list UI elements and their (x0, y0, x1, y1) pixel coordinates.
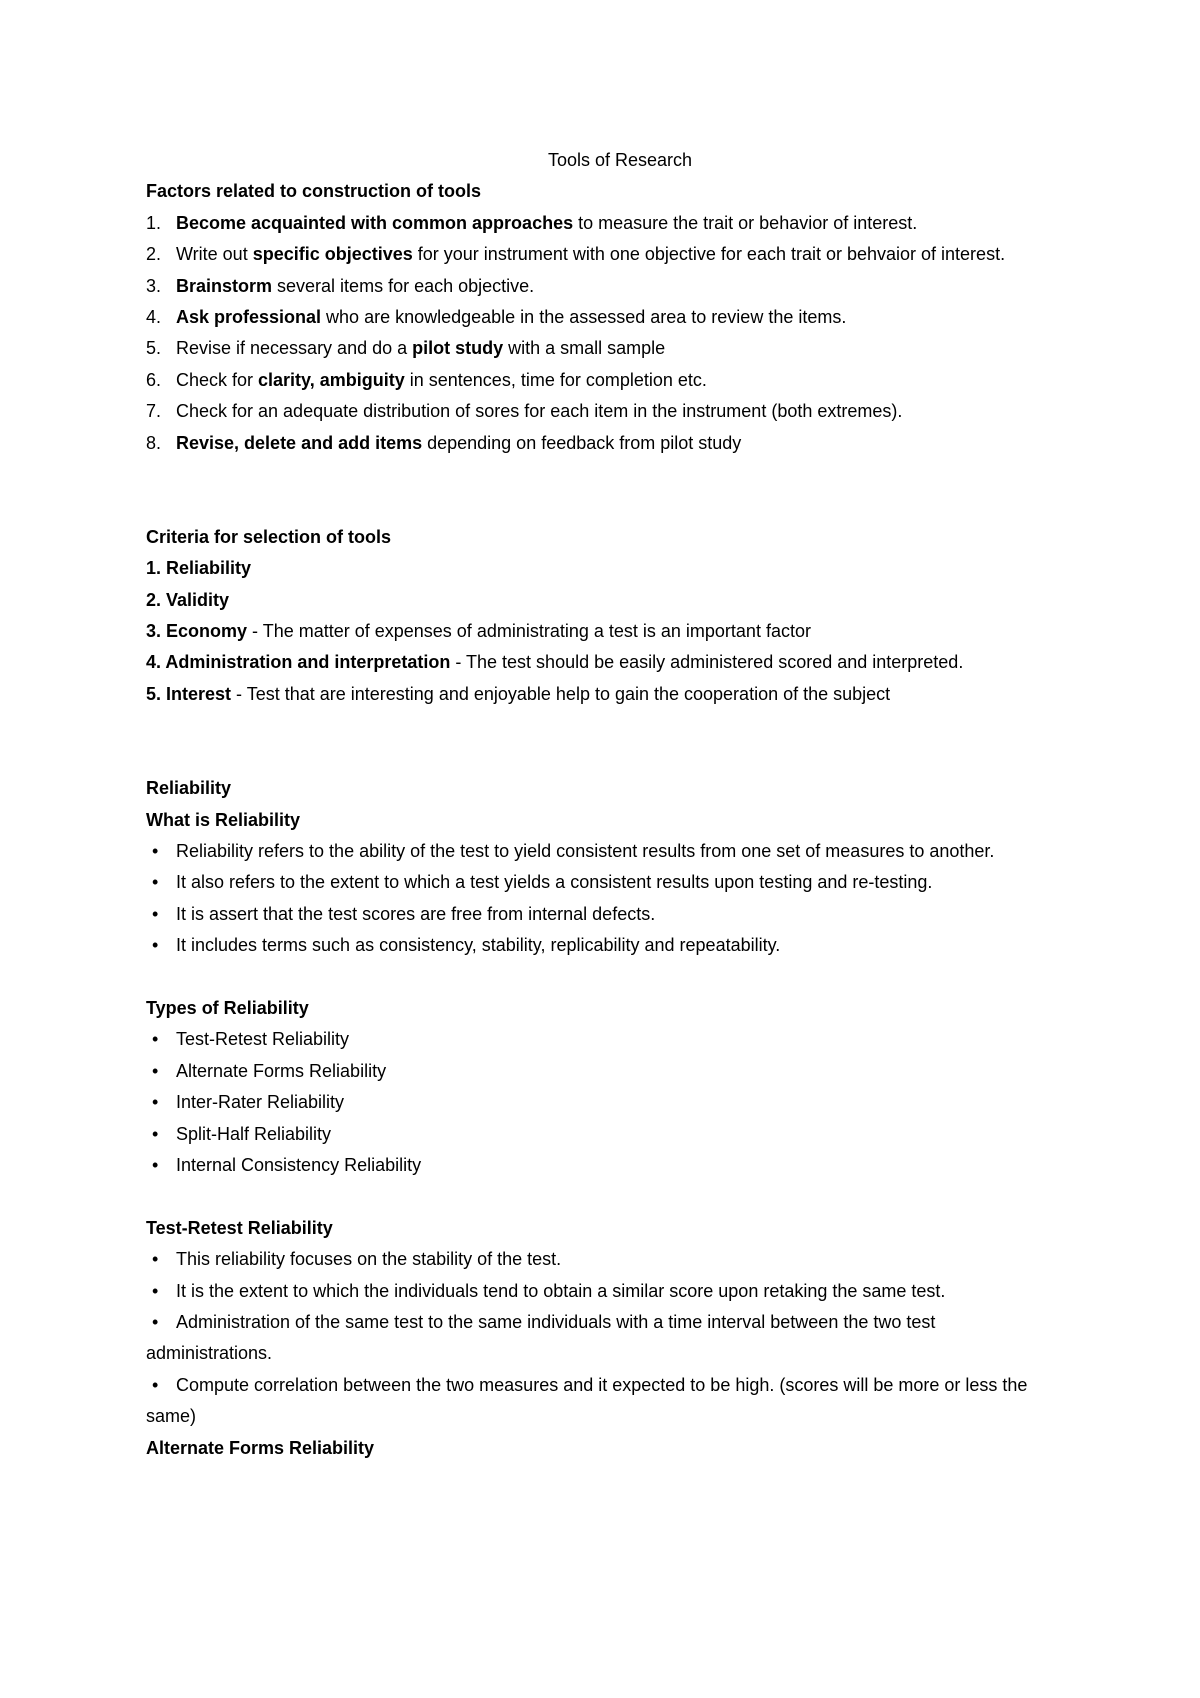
item-text: 3. Economy (146, 621, 248, 642)
item-number: 3. (146, 275, 162, 296)
list-item (146, 1370, 1066, 1433)
subheading-what-is-reliability: What is Reliability (146, 809, 301, 830)
list-item (146, 1119, 1066, 1150)
item-text: It is the extent to which the individuals tend to obtain a similar score upon retaking the same test. (176, 1280, 946, 1301)
bullet-icon: • (152, 1374, 159, 1395)
list-item (146, 396, 1066, 427)
item-text: 4. Administration and interpretation (146, 652, 451, 673)
bullet-icon: • (152, 1029, 159, 1050)
item-text: - The matter of expenses of administrating a test is an important factor (247, 621, 811, 642)
item-text: with a small sample (503, 338, 666, 359)
item-text: Revise, delete and add items (176, 432, 423, 453)
list-item (146, 647, 1066, 678)
list-item (146, 585, 1066, 616)
bullet-icon: • (152, 872, 159, 893)
list-item (146, 1150, 1066, 1181)
item-number: 6. (146, 369, 162, 390)
item-text: 1. Reliability (146, 558, 252, 579)
section-heading-construction: Factors related to construction of tools (146, 181, 482, 202)
bullet-icon: • (152, 1311, 159, 1332)
item-text: several items for each objective. (272, 275, 535, 296)
item-text: - The test should be easily administered scored and interpreted. (450, 652, 964, 673)
item-text: It is assert that the test scores are free from internal defects. (176, 903, 656, 924)
item-text: It also refers to the extent to which a test yields a consistent results upon testing and re-testing. (176, 872, 933, 893)
item-text: pilot study (412, 338, 504, 359)
list-item (146, 899, 1066, 930)
bullet-icon: • (152, 1092, 159, 1113)
item-text: Compute correlation between the two measures and it expected to be high. (scores will be more or less the same) (146, 1374, 1028, 1427)
reliability-definition-list (146, 836, 1066, 962)
list-item (146, 553, 1066, 584)
item-text: clarity, ambiguity (258, 369, 405, 390)
item-text: Write out (176, 244, 253, 265)
list-item (146, 333, 1066, 364)
list-item (146, 271, 1066, 302)
test-retest-list (146, 1244, 1066, 1432)
bullet-icon: • (152, 1123, 159, 1144)
section-heading-alternate-forms: Alternate Forms Reliability (146, 1437, 375, 1458)
list-item (146, 836, 1066, 867)
section-heading-test-retest: Test-Retest Reliability (146, 1217, 333, 1238)
selection-criteria-list (146, 553, 1066, 710)
bullet-icon: • (152, 903, 159, 924)
item-number: 1. (146, 212, 162, 233)
bullet-icon: • (152, 1280, 159, 1301)
item-text: Split-Half Reliability (176, 1123, 332, 1144)
list-item (146, 867, 1066, 898)
item-number: 7. (146, 401, 162, 422)
item-text: Internal Consistency Reliability (176, 1154, 422, 1175)
bullet-icon: • (152, 840, 159, 861)
list-item (146, 1276, 1066, 1307)
list-item (146, 302, 1066, 333)
list-item (146, 1307, 1066, 1370)
item-number: 4. (146, 307, 162, 328)
item-text: to measure the trait or behavior of interest. (573, 212, 918, 233)
list-item (146, 930, 1066, 961)
item-text: who are knowledgeable in the assessed area to review the items. (321, 307, 847, 328)
list-item (146, 679, 1066, 710)
item-text: Reliability refers to the ability of the test to yield consistent results from one set of measures to another. (176, 840, 995, 861)
construction-factors-list (146, 208, 1066, 459)
item-text: depending on feedback from pilot study (422, 432, 742, 453)
list-item (146, 208, 1066, 239)
section-heading-reliability: Reliability (146, 778, 232, 799)
item-text: Check for an adequate distribution of sores for each item in the instrument (both extremes). (176, 401, 903, 422)
section-heading-criteria: Criteria for selection of tools (146, 526, 392, 547)
item-text: specific objectives (252, 244, 413, 265)
bullet-icon: • (152, 1060, 159, 1081)
section-heading-types: Types of Reliability (146, 997, 309, 1018)
document-content (146, 145, 1066, 1464)
item-text: This reliability focuses on the stability of the test. (176, 1249, 562, 1270)
list-item (146, 1087, 1066, 1118)
bullet-icon: • (152, 935, 159, 956)
item-text: Become acquainted with common approaches (176, 212, 574, 233)
list-item (146, 1024, 1066, 1055)
reliability-types-list (146, 1024, 1066, 1181)
item-text: Alternate Forms Reliability (176, 1060, 387, 1081)
bullet-icon: • (152, 1154, 159, 1175)
item-text: Test-Retest Reliability (176, 1029, 350, 1050)
item-number: 2. (146, 244, 162, 265)
item-text: Ask professional (176, 307, 322, 328)
item-text: Brainstorm (176, 275, 273, 296)
bullet-icon: • (152, 1249, 159, 1270)
list-item (146, 616, 1066, 647)
item-number: 5. (146, 338, 162, 359)
item-text: Inter-Rater Reliability (176, 1092, 345, 1113)
item-text: Revise if necessary and do a (176, 338, 413, 359)
item-text: in sentences, time for completion etc. (404, 369, 707, 390)
item-text: Check for (176, 369, 259, 390)
item-text: Administration of the same test to the same individuals with a time interval between the two test administrations. (146, 1311, 936, 1364)
item-text: - Test that are interesting and enjoyable help to gain the cooperation of the subject (231, 683, 891, 704)
item-text: for your instrument with one objective for each trait or behvaior of interest. (412, 244, 1006, 265)
item-number: 8. (146, 432, 162, 453)
list-item (146, 1056, 1066, 1087)
list-item (146, 239, 1066, 270)
item-text: 2. Validity (146, 589, 230, 610)
list-item (146, 365, 1066, 396)
item-text: 5. Interest (146, 683, 232, 704)
list-item (146, 1244, 1066, 1275)
item-text: It includes terms such as consistency, stability, replicability and repeatability. (176, 935, 781, 956)
list-item (146, 428, 1066, 459)
page-title: Tools of Research (547, 150, 693, 170)
